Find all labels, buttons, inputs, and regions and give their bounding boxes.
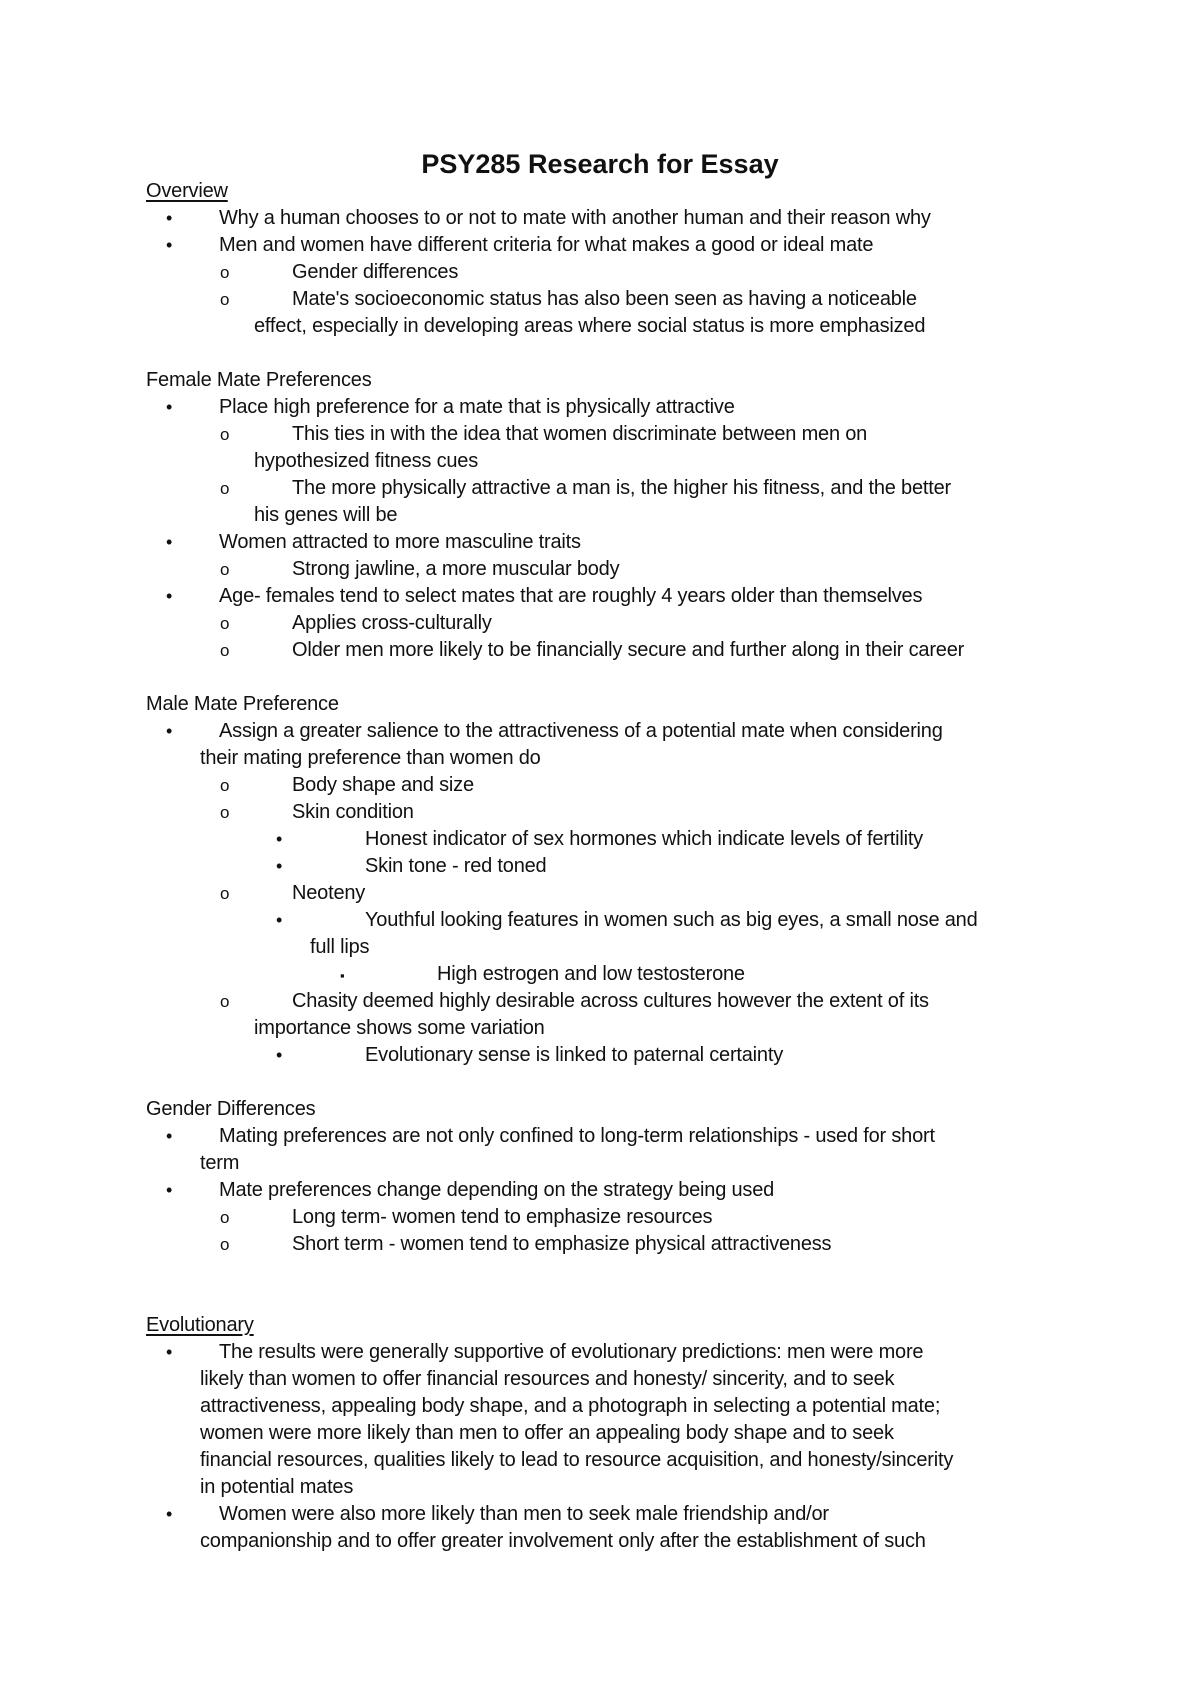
section-heading-overview: Overview bbox=[146, 180, 228, 202]
bullet bbox=[166, 1501, 172, 1528]
list-item-continuation: in potential mates bbox=[200, 1476, 354, 1498]
sub-bullet bbox=[220, 610, 229, 637]
sub-bullet bbox=[220, 772, 229, 799]
sub-bullet bbox=[220, 286, 229, 313]
list-item-continuation: importance shows some variation bbox=[254, 1017, 545, 1039]
list-item: Neoteny bbox=[292, 882, 366, 904]
list-item-continuation: term bbox=[200, 1152, 240, 1174]
list-item: Mate preferences change depending on the strategy being used bbox=[219, 1179, 775, 1201]
list-item: Age- females tend to select mates that are roughly 4 years older than themselves bbox=[219, 585, 923, 607]
list-item: Honest indicator of sex hormones which indicate levels of fertility bbox=[365, 828, 923, 850]
list-item: Older men more likely to be financially secure and further along in their career bbox=[292, 639, 965, 661]
bullet bbox=[276, 907, 282, 934]
sub-bullet bbox=[220, 1231, 229, 1258]
list-item: Assign a greater salience to the attractiveness of a potential mate when considering bbox=[219, 720, 943, 742]
list-item: The results were generally supportive of evolutionary predictions: men were more bbox=[219, 1341, 924, 1363]
list-item: Women attracted to more masculine traits bbox=[219, 531, 581, 553]
bullet bbox=[276, 826, 282, 853]
list-item-continuation: likely than women to offer financial resources and honesty/ sincerity, and to seek bbox=[200, 1368, 895, 1390]
document-title: PSY285 Research for Essay bbox=[421, 149, 779, 179]
list-item: Evolutionary sense is linked to paternal certainty bbox=[365, 1044, 784, 1066]
sub-bullet bbox=[220, 880, 229, 907]
bullet bbox=[276, 1042, 282, 1069]
list-item: Chasity deemed highly desirable across cultures however the extent of its bbox=[292, 990, 929, 1012]
section-heading-male-preference: Male Mate Preference bbox=[146, 693, 339, 715]
list-item-continuation: women were more likely than men to offer an appealing body shape and to seek bbox=[200, 1422, 894, 1444]
bullet bbox=[166, 1177, 172, 1204]
list-item: Long term- women tend to emphasize resources bbox=[292, 1206, 713, 1228]
section-heading-evolutionary: Evolutionary bbox=[146, 1314, 254, 1336]
list-item: Mating preferences are not only confined to long-term relationships - used for short bbox=[219, 1125, 935, 1147]
list-item: Why a human chooses to or not to mate with another human and their reason why bbox=[219, 207, 931, 229]
list-item: Gender differences bbox=[292, 261, 459, 283]
sub-bullet bbox=[220, 475, 229, 502]
bullet bbox=[166, 583, 172, 610]
list-item-continuation: hypothesized fitness cues bbox=[254, 450, 479, 472]
sub-bullet bbox=[220, 799, 229, 826]
list-item: Youthful looking features in women such as big eyes, a small nose and bbox=[365, 909, 978, 931]
sub-bullet bbox=[220, 637, 229, 664]
bullet bbox=[166, 394, 172, 421]
sub-bullet bbox=[220, 988, 229, 1015]
bullet bbox=[166, 529, 172, 556]
bullet bbox=[166, 232, 172, 259]
list-item: This ties in with the idea that women discriminate between men on bbox=[292, 423, 868, 445]
bullet bbox=[166, 718, 172, 745]
list-item: Applies cross-culturally bbox=[292, 612, 492, 634]
section-heading-female-preferences: Female Mate Preferences bbox=[146, 369, 372, 391]
list-item: Mate's socioeconomic status has also been seen as having a noticeable bbox=[292, 288, 917, 310]
square-bullet bbox=[340, 961, 345, 989]
list-item: Place high preference for a mate that is physically attractive bbox=[219, 396, 735, 418]
sub-bullet bbox=[220, 556, 229, 583]
list-item: Women were also more likely than men to seek male friendship and/or bbox=[219, 1503, 829, 1525]
sub-bullet bbox=[220, 259, 229, 286]
sub-bullet bbox=[220, 1204, 229, 1231]
list-item-continuation: their mating preference than women do bbox=[200, 747, 541, 769]
bullet bbox=[166, 1123, 172, 1150]
list-item: Skin condition bbox=[292, 801, 414, 823]
list-item-continuation: companionship and to offer greater involvement only after the establishment of such bbox=[200, 1530, 926, 1552]
sub-bullet bbox=[220, 421, 229, 448]
list-item: The more physically attractive a man is, the higher his fitness, and the better bbox=[292, 477, 951, 499]
list-item: High estrogen and low testosterone bbox=[437, 963, 745, 985]
list-item-continuation: effect, especially in developing areas where social status is more emphasized bbox=[254, 315, 926, 337]
list-item-continuation: attractiveness, appealing body shape, and a photograph in selecting a potential mate; bbox=[200, 1395, 941, 1417]
list-item-continuation: financial resources, qualities likely to lead to resource acquisition, and honesty/sincerity bbox=[200, 1449, 954, 1471]
bullet bbox=[166, 205, 172, 232]
list-item: Men and women have different criteria for what makes a good or ideal mate bbox=[219, 234, 874, 256]
list-item-continuation: his genes will be bbox=[254, 504, 398, 526]
section-heading-gender-differences: Gender Differences bbox=[146, 1098, 316, 1120]
list-item: Short term - women tend to emphasize physical attractiveness bbox=[292, 1233, 832, 1255]
list-item: Skin tone - red toned bbox=[365, 855, 547, 877]
bullet bbox=[276, 853, 282, 880]
list-item-continuation: full lips bbox=[310, 936, 370, 958]
bullet bbox=[166, 1339, 172, 1366]
list-item: Body shape and size bbox=[292, 774, 474, 796]
list-item: Strong jawline, a more muscular body bbox=[292, 558, 620, 580]
